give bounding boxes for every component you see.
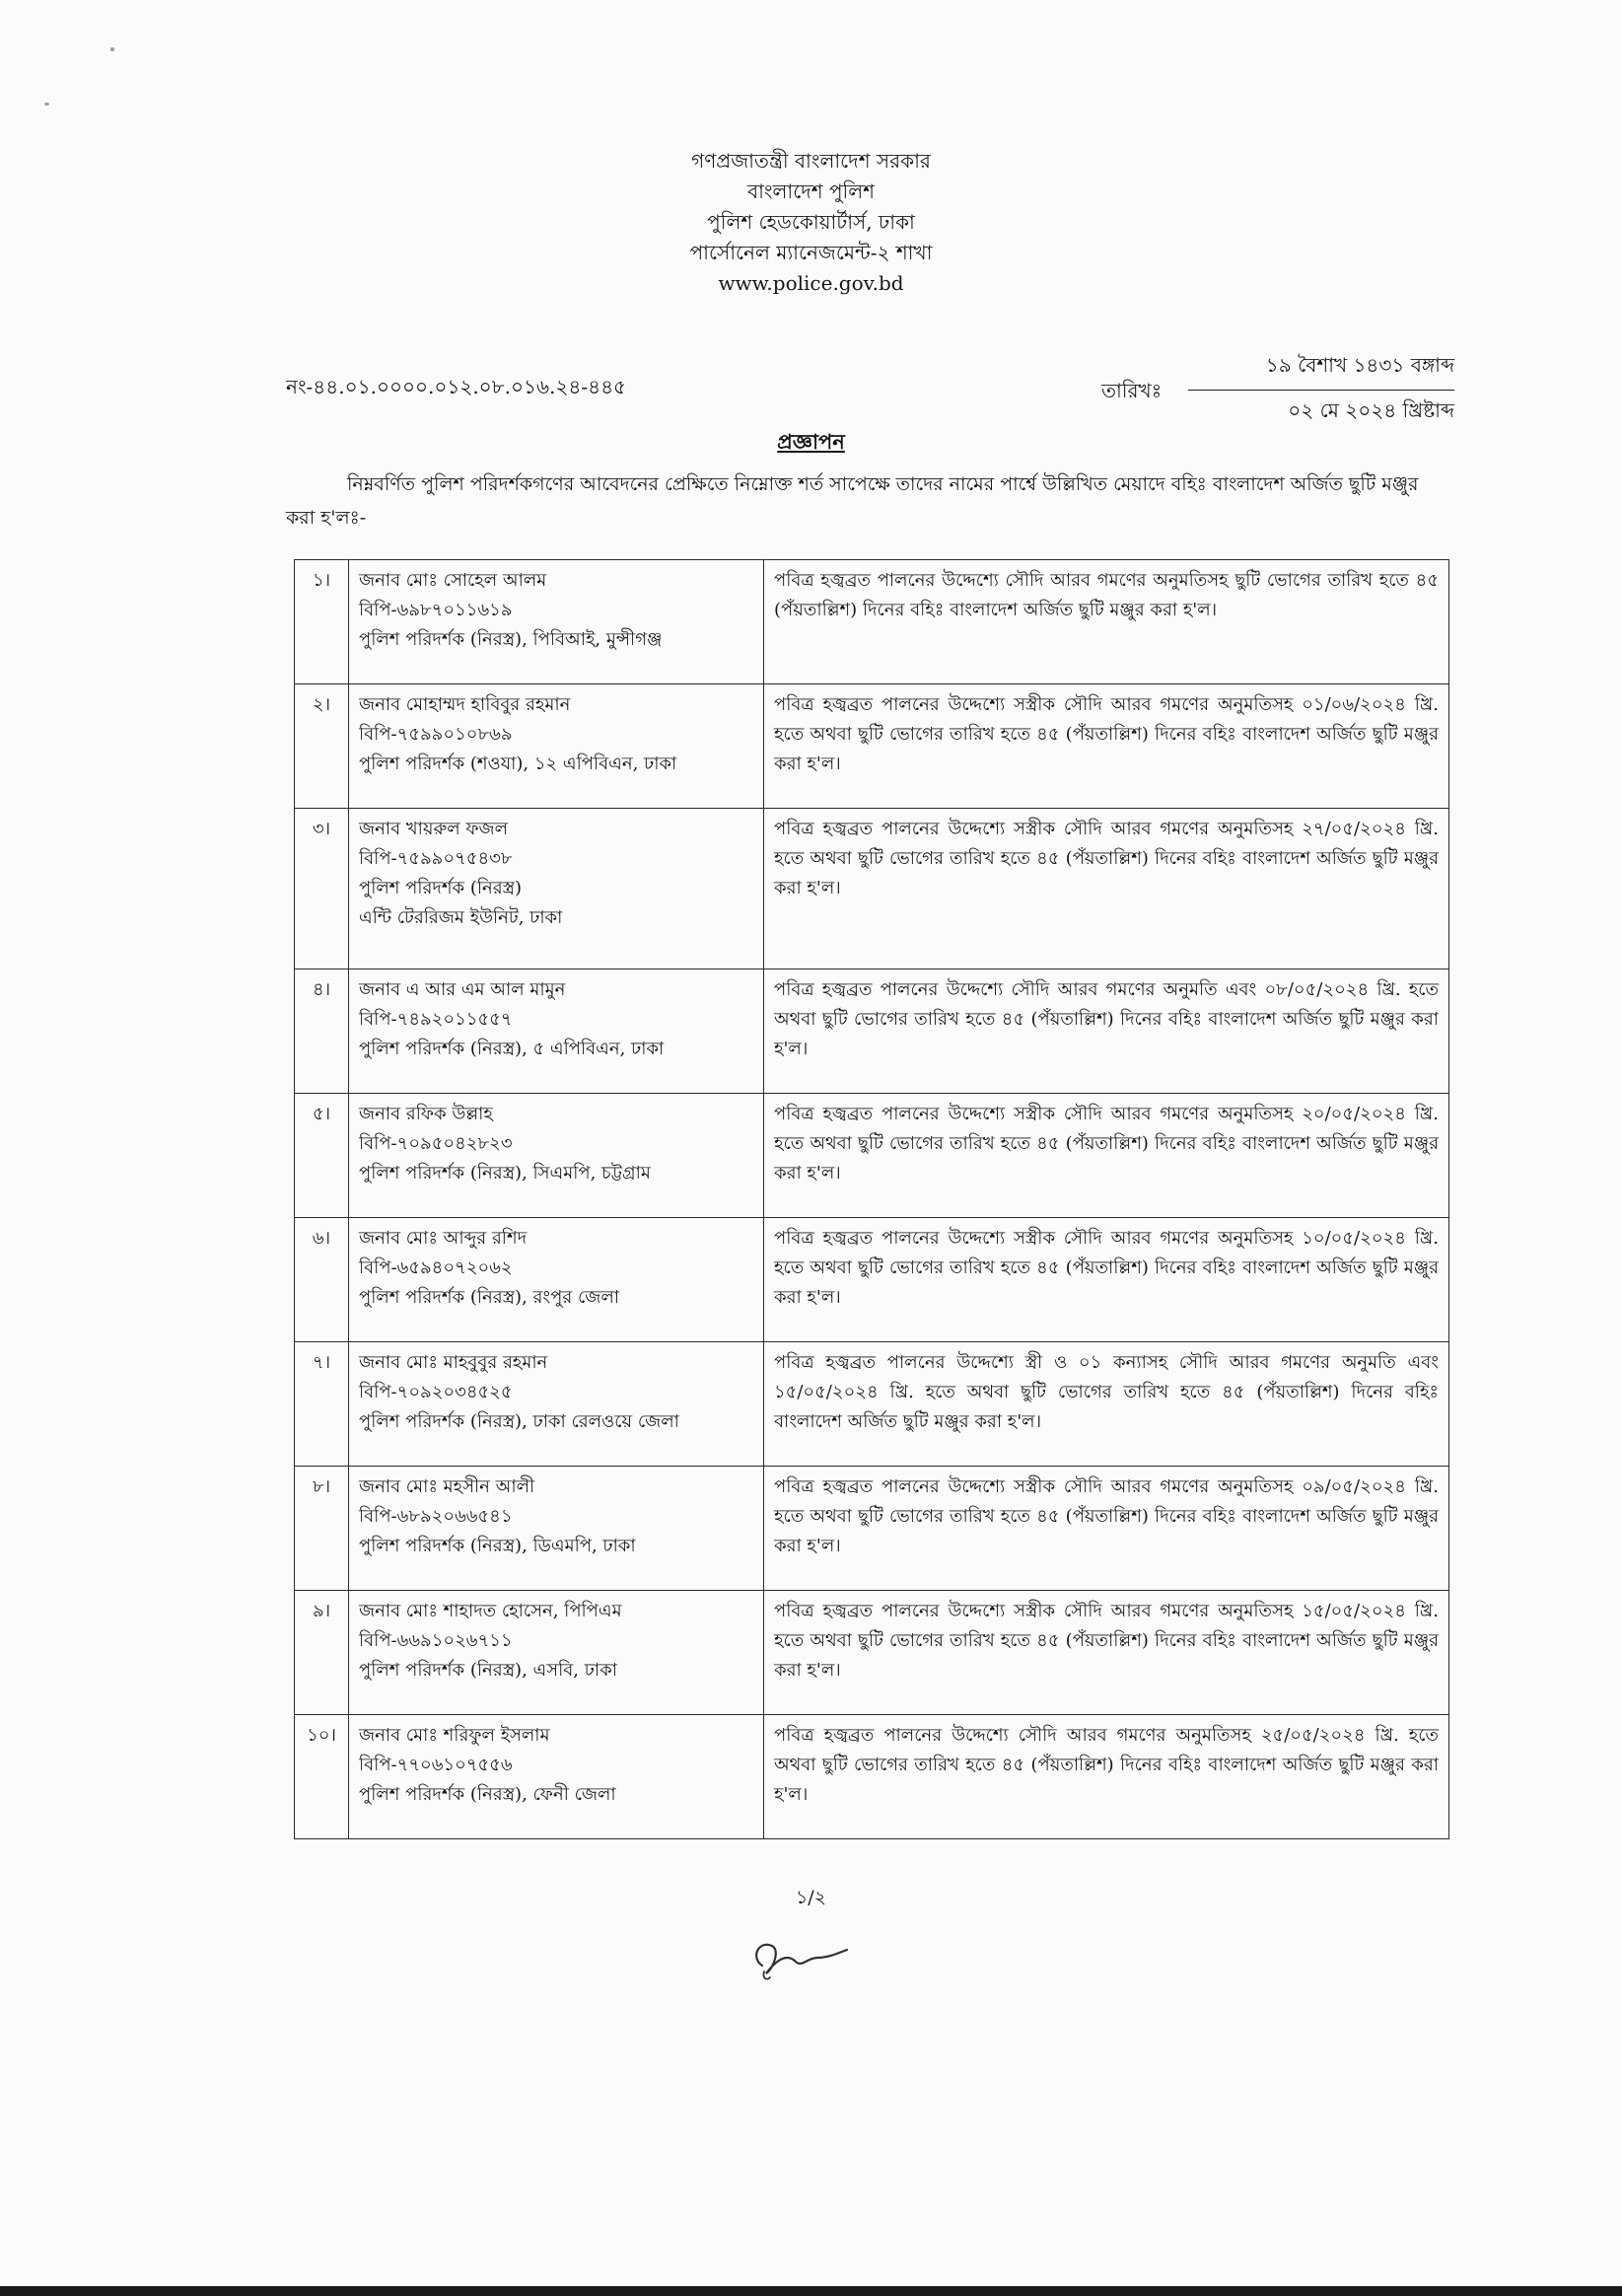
officer-posting: পুলিশ পরিদর্শক (নিরস্ত্র), এসবি, ঢাকা	[359, 1659, 617, 1681]
page-number: ১/২	[795, 1887, 827, 1908]
serial-number: ১।	[295, 560, 349, 684]
table-body	[295, 560, 1449, 1839]
officer-posting: পুলিশ পরিদর্শক (নিরস্ত্র), সিএমপি, চট্টগ্রাম	[359, 1162, 651, 1184]
officer-name: জনাব মোঃ শরিফুল ইসলাম	[359, 1724, 550, 1746]
officer-bp-number: বিপি-৭৫৯৯০৭৫৪৩৮	[359, 848, 513, 870]
officer-details	[349, 684, 764, 809]
office-name: পুলিশ হেডকোয়ার্টার্স, ঢাকা	[707, 210, 915, 234]
officer-name: জনাব মোঃ শাহাদত হোসেন, পিপিএম	[359, 1600, 622, 1621]
memo-number: নং-৪৪.০১.০০০০.০১২.০৮.০১৬.২৪-৪৪৫	[286, 375, 627, 398]
signature-mark	[744, 1928, 853, 1987]
date-label: তারিখঃ	[1101, 379, 1163, 402]
officer-bp-number: বিপি-৬৮৯২০৬৬৫৪১	[359, 1505, 513, 1527]
table-row	[295, 809, 1449, 969]
officer-name: জনাব মোঃ আব্দুর রশিদ	[359, 1227, 528, 1249]
officer-name: জনাব মোঃ সোহেল আলম	[359, 570, 547, 591]
serial-number: ৫।	[295, 1093, 349, 1217]
leave-remark: পবিত্র হজ্বব্রত পালনের উদ্দেশ্যে স্ত্রী ও ০১ কন্যাসহ সৌদি আরব গমণের অনুমতি এবং ১৫/০৫/২০২৪ খ্রি. হতে অথবা ছুটি ভোগের তারিখ হতে ৪৫ (পঁয়তাল্লিশ) দিনের বহিঃ বাংলাদেশ অর্জিত ছুটি মঞ্জুর করা হ'ল।	[764, 1341, 1449, 1466]
officer-bp-number: বিপি-৭৫৯৯০১০৮৬৯	[359, 724, 513, 746]
leave-remark: পবিত্র হজ্বব্রত পালনের উদ্দেশ্যে সৌদি আরব গমণের অনুমতিসহ ২৫/০৫/২০২৪ খ্রি. হতে অথবা ছুটি ভোগের তারিখ হতে ৪৫ (পঁয়তাল্লিশ) দিনের বহিঃ বাংলাদেশ অর্জিত ছুটি মঞ্জুর করা হ'ল।	[764, 1714, 1449, 1838]
officer-name: জনাব মোহাম্মদ হাবিবুর রহমান	[359, 694, 571, 716]
leave-remark: পবিত্র হজ্বব্রত পালনের উদ্দেশ্যে সস্ত্রীক সৌদি আরব গমণের অনুমতিসহ ০৯/০৫/২০২৪ খ্রি. হতে অথবা ছুটি ভোগের তারিখ হতে ৪৫ (পঁয়তাল্লিশ) দিনের বহিঃ বাংলাদেশ অর্জিত ছুটি মঞ্জুর করা হ'ল।	[764, 1466, 1449, 1590]
officer-name: জনাব এ আর এম আল মামুন	[359, 978, 566, 1000]
table-row	[295, 969, 1449, 1093]
officer-bp-number: বিপি-৭৪৯২০১১৫৫৭	[359, 1008, 513, 1030]
table-row	[295, 1590, 1449, 1714]
officer-details	[349, 1217, 764, 1341]
serial-number: ৮।	[295, 1466, 349, 1590]
serial-number: ৩।	[295, 809, 349, 969]
leave-remark: পবিত্র হজ্বব্রত পালনের উদ্দেশ্যে সস্ত্রীক সৌদি আরব গমণের অনুমতিসহ ০১/০৬/২০২৪ খ্রি. হতে অথবা ছুটি ভোগের তারিখ হতে ৪৫ (পঁয়তাল্লিশ) দিনের বহিঃ বাংলাদেশ অর্জিত ছুটি মঞ্জুর করা হ'ল।	[764, 684, 1449, 809]
notice-title-text: প্রজ্ঞাপন	[777, 429, 845, 454]
officer-posting: পুলিশ পরিদর্শক (নিরস্ত্র), ফেনী জেলা	[359, 1783, 616, 1805]
table-row	[295, 1093, 1449, 1217]
officer-details	[349, 809, 764, 969]
officer-bp-number: বিপি-৭০৯৫০৪২৮২৩	[359, 1132, 513, 1154]
leave-approval-table	[294, 559, 1449, 1839]
officer-bp-number: বিপি-৭৭০৬১০৭৫৫৬	[359, 1754, 513, 1775]
officer-details	[349, 1093, 764, 1217]
leave-remark: পবিত্র হজ্বব্রত পালনের উদ্দেশ্যে সস্ত্রীক সৌদি আরব গমণের অনুমতিসহ ১০/০৫/২০২৪ খ্রি. হতে অথবা ছুটি ভোগের তারিখ হতে ৪৫ (পঁয়তাল্লিশ) দিনের বহিঃ বাংলাদেশ অর্জিত ছুটি মঞ্জুর করা হ'ল।	[764, 1217, 1449, 1341]
officer-bp-number: বিপি-৬৫৯৪০৭২০৬২	[359, 1256, 513, 1278]
officer-details	[349, 560, 764, 684]
date-block	[1188, 351, 1454, 429]
officer-posting: পুলিশ পরিদর্শক (নিরস্ত্র), পিবিআই, মুন্সীগঞ্জ	[359, 629, 663, 650]
officer-bp-number: বিপি-৬৬৯১০২৬৭১১	[359, 1629, 513, 1651]
officer-bp-number: বিপি-৭০৯২০৩৪৫২৫	[359, 1381, 513, 1402]
notice-intro: নিম্নবর্ণিত পুলিশ পরিদর্শকগণের আবেদনের প্রেক্ষিতে নিম্নোক্ত শর্ত সাপেক্ষে তাদের নামের পার্শ্বে উল্লিখিত মেয়াদে বহিঃ বাংলাদেশ অর্জিত ছুটি মঞ্জুর করা হ'লঃ-	[286, 473, 1419, 529]
letterhead	[0, 146, 1622, 299]
officer-name: জনাব রফিক উল্লাহ	[359, 1103, 493, 1124]
table-row	[295, 560, 1449, 684]
officer-name: জনাব মোঃ মাহবুবুর রহমান	[359, 1351, 548, 1373]
leave-remark: পবিত্র হজ্বব্রত পালনের উদ্দেশ্যে সস্ত্রীক সৌদি আরব গমণের অনুমতিসহ ২০/০৫/২০২৪ খ্রি. হতে অথবা ছুটি ভোগের তারিখ হতে ৪৫ (পঁয়তাল্লিশ) দিনের বহিঃ বাংলাদেশ অর্জিত ছুটি মঞ্জুর করা হ'ল।	[764, 1093, 1449, 1217]
serial-number: ৬।	[295, 1217, 349, 1341]
officer-details	[349, 1341, 764, 1466]
officer-posting: পুলিশ পরিদর্শক (নিরস্ত্র)	[359, 878, 523, 899]
officer-posting: পুলিশ পরিদর্শক (নিরস্ত্র), ঢাকা রেলওয়ে জেলা	[359, 1410, 679, 1432]
government-name: গণপ্রজাতন্ত্রী বাংলাদেশ সরকার	[691, 149, 931, 173]
table-row	[295, 1341, 1449, 1466]
officer-name: জনাব মোঃ মহসীন আলী	[359, 1475, 535, 1497]
scan-speck	[110, 47, 114, 51]
officer-details	[349, 1714, 764, 1838]
officer-details	[349, 969, 764, 1093]
leave-remark: পবিত্র হজ্বব্রত পালনের উদ্দেশ্যে সৌদি আরব গমণের অনুমতিসহ ছুটি ভোগের তারিখ হতে ৪৫ (পঁয়তাল্লিশ) দিনের বহিঃ বাংলাদেশ অর্জিত ছুটি মঞ্জুর করা হ'ল।	[764, 560, 1449, 684]
scan-speck	[44, 103, 49, 106]
officer-posting: পুলিশ পরিদর্শক (নিরস্ত্র), ৫ এপিবিএন, ঢাকা	[359, 1038, 665, 1059]
officer-details	[349, 1466, 764, 1590]
table-row	[295, 1217, 1449, 1341]
officer-posting: পুলিশ পরিদর্শক (নিরস্ত্র), ডিএমপি, ঢাকা	[359, 1535, 636, 1556]
date-gregorian: ০২ মে ২০২৪ খ্রিষ্টাব্দ	[1288, 398, 1454, 422]
date-bangla: ১৯ বৈশাখ ১৪৩১ বঙ্গাব্দ	[1188, 351, 1454, 391]
leave-remark: পবিত্র হজ্বব্রত পালনের উদ্দেশ্যে সস্ত্রীক সৌদি আরব গমণের অনুমতিসহ ১৫/০৫/২০২৪ খ্রি. হতে অথবা ছুটি ভোগের তারিখ হতে ৪৫ (পঁয়তাল্লিশ) দিনের বহিঃ বাংলাদেশ অর্জিত ছুটি মঞ্জুর করা হ'ল।	[764, 1590, 1449, 1714]
notice-title	[0, 426, 1622, 461]
serial-number: ৯।	[295, 1590, 349, 1714]
officer-bp-number: বিপি-৬৯৮৭০১১৬১৯	[359, 600, 513, 620]
serial-number: ৭।	[295, 1341, 349, 1466]
serial-number: ৪।	[295, 969, 349, 1093]
officer-posting: পুলিশ পরিদর্শক (নিরস্ত্র), রংপুর জেলা	[359, 1286, 620, 1308]
section-name: পার্সোনেল ম্যানেজমেন্ট-২ শাখা	[689, 241, 933, 264]
leave-remark: পবিত্র হজ্বব্রত পালনের উদ্দেশ্যে সৌদি আরব গমণের অনুমতি এবং ০৮/০৫/২০২৪ খ্রি. হতে অথবা ছুটি ভোগের তারিখ হতে ৪৫ (পঁয়তাল্লিশ) দিনের বহিঃ বাংলাদেশ অর্জিত ছুটি মঞ্জুর করা হ'ল।	[764, 969, 1449, 1093]
leave-remark: পবিত্র হজ্বব্রত পালনের উদ্দেশ্যে সস্ত্রীক সৌদি আরব গমণের অনুমতিসহ ২৭/০৫/২০২৪ খ্রি. হতে অথবা ছুটি ভোগের তারিখ হতে ৪৫ (পঁয়তাল্লিশ) দিনের বহিঃ বাংলাদেশ অর্জিত ছুটি মঞ্জুর করা হ'ল।	[764, 809, 1449, 969]
officer-posting-unit: এন্টি টেররিজম ইউনিট, ঢাকা	[359, 907, 563, 929]
serial-number: ২।	[295, 684, 349, 809]
organization-name: বাংলাদেশ পুলিশ	[746, 179, 875, 203]
website-link: www.police.gov.bd	[718, 271, 904, 295]
serial-number: ১০।	[295, 1714, 349, 1838]
table-row	[295, 684, 1449, 809]
officer-name: জনাব খায়রুল ফজল	[359, 819, 509, 840]
table-row	[295, 1714, 1449, 1838]
officer-posting: পুলিশ পরিদর্শক (শওযা), ১২ এপিবিএন, ঢাকা	[359, 753, 677, 775]
scan-bottom-edge	[0, 2286, 1622, 2296]
table-row	[295, 1466, 1449, 1590]
officer-details	[349, 1590, 764, 1714]
